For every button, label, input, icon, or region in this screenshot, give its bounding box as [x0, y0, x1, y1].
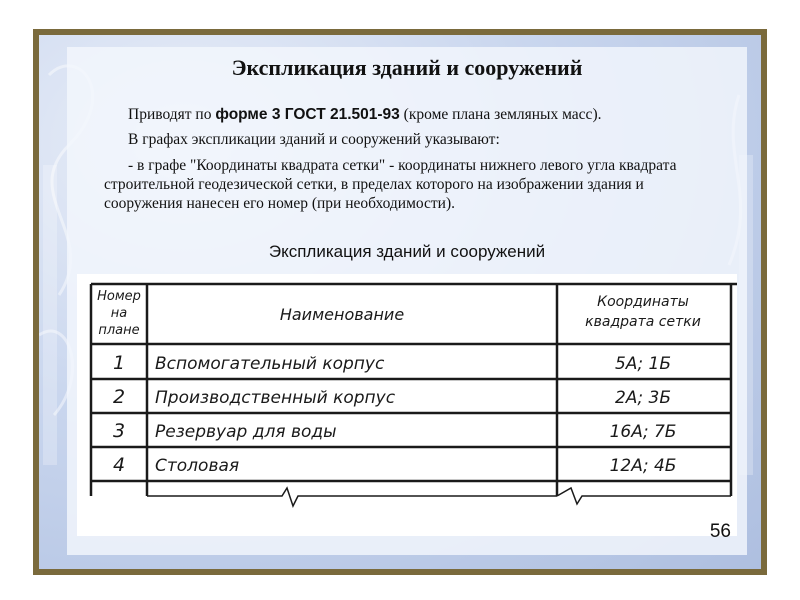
row-4-coords: 12А; 4Б: [609, 456, 677, 476]
slide-frame: [33, 29, 767, 575]
standard-reference: форме 3 ГОСТ 21.501-93: [215, 106, 400, 123]
table-drawing: [77, 274, 737, 536]
header-coords-line2: квадрата сетки: [585, 314, 701, 330]
row-4-number: 4: [112, 454, 126, 476]
header-number-line1: Номер: [97, 289, 141, 304]
row-1-number: 1: [112, 352, 126, 374]
explication-table: [77, 274, 737, 536]
slide-title: Экспликация зданий и сооружений: [231, 55, 583, 80]
row-1-coords: 5А; 1Б: [614, 354, 672, 374]
header-coords-line1: Координаты: [597, 294, 689, 310]
page-number: 56: [709, 521, 731, 542]
paragraph-standard-before: Приводят по: [128, 106, 216, 123]
break-line-left: [147, 488, 557, 506]
content-panel: [67, 47, 747, 555]
slide: [39, 35, 761, 569]
row-2-coords: 2А; 3Б: [614, 388, 672, 408]
table-caption: Экспликация зданий и сооружений: [268, 242, 546, 261]
header-number-line3: плане: [98, 323, 140, 338]
paragraph-standard: [104, 105, 724, 124]
break-line-right: [557, 488, 731, 504]
row-3-name: Резервуар для воды: [155, 422, 337, 442]
row-3-coords: 16А; 7Б: [609, 422, 677, 442]
header-name: Наименование: [279, 305, 405, 324]
row-2-number: 2: [112, 386, 126, 408]
row-3-number: 3: [112, 420, 126, 442]
paragraph-coordinates: - в графе "Координаты квадрата сетки" - координаты нижнего левого угла квадрата строительной геодезической сетки, в пределах которого на изображении здания и сооружения нанесен его номер (при необходимости).: [104, 157, 677, 212]
paragraph-columns: В графах экспликации зданий и сооружений указывают:: [128, 131, 500, 148]
row-4-name: Столовая: [155, 456, 240, 476]
header-number-line2: на: [110, 306, 128, 321]
row-2-name: Производственный корпус: [155, 388, 396, 408]
row-1-name: Вспомогательный корпус: [155, 354, 385, 374]
paragraph-standard-after: (кроме плана земляных масс).: [399, 106, 602, 123]
